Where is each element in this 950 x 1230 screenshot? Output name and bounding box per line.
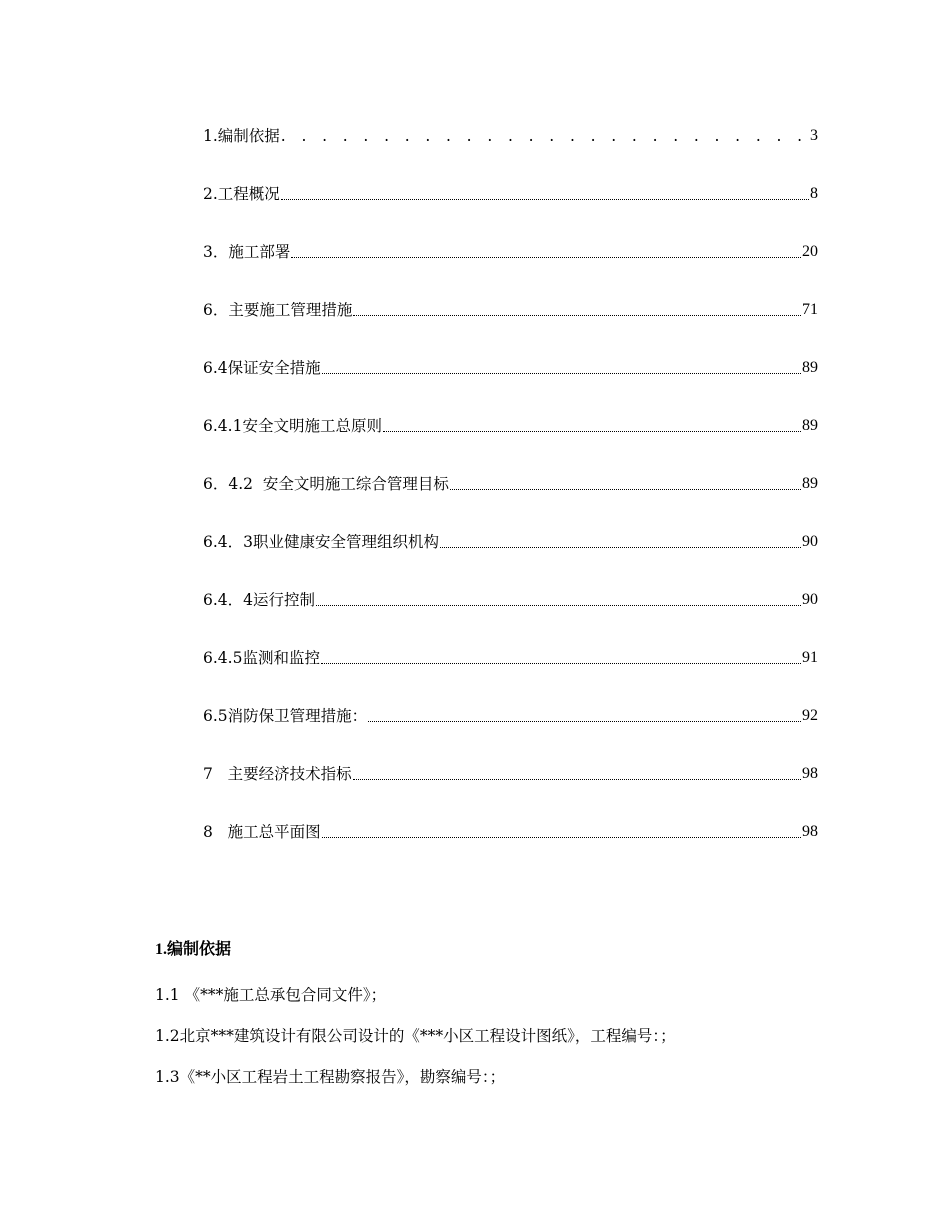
toc-leader-dots <box>368 721 801 722</box>
toc-entry-label: 6．主要施工管理措施 <box>203 301 353 319</box>
toc-leader-dots <box>281 199 809 200</box>
toc-entry-page: 90 <box>802 533 818 550</box>
toc-entry-label: 2.工程概况 <box>203 185 280 203</box>
toc-leader-dots <box>450 489 801 490</box>
toc-entry-page: 92 <box>802 707 818 724</box>
toc-entry[interactable] <box>203 205 818 263</box>
toc-entry[interactable] <box>203 321 818 379</box>
toc-entry-label: 6.4保证安全措施 <box>203 359 321 377</box>
toc-entry-label: 6.4.5监测和监控 <box>203 649 320 667</box>
toc-leader-dots <box>281 125 809 147</box>
toc-entry-page: 20 <box>802 243 818 260</box>
toc-leader-dots <box>316 605 801 606</box>
toc-entry-label: 8 施工总平面图 <box>203 823 321 841</box>
toc-entry[interactable] <box>203 611 818 669</box>
toc-entry[interactable] <box>203 379 818 437</box>
toc-leader-dots <box>322 837 801 838</box>
toc-entry-page: 71 <box>802 301 818 318</box>
section-list-item: 1.1 《***施工总承包合同文件》； <box>155 986 387 1004</box>
toc-entry-page: 91 <box>802 649 818 666</box>
toc-entry[interactable] <box>203 437 818 495</box>
toc-entry[interactable] <box>203 727 818 785</box>
toc-entry[interactable] <box>203 147 818 205</box>
section-list-item: 1.2北京***建筑设计有限公司设计的《***小区工程设计图纸》，工程编号：； <box>155 1027 676 1045</box>
toc-entry-label: 6.4．4运行控制 <box>203 591 316 609</box>
section-heading: 1.编制依据 <box>155 941 232 958</box>
toc-entry[interactable] <box>203 669 818 727</box>
toc-entry-label: 6.4．3职业健康安全管理组织机构 <box>203 533 440 551</box>
toc-entry-label: 3．施工部署 <box>203 243 291 261</box>
toc-entry-page: 89 <box>802 475 818 492</box>
toc-leader-dots <box>440 547 801 548</box>
table-of-contents <box>203 125 818 843</box>
toc-leader-dots <box>353 779 801 780</box>
toc-entry[interactable] <box>203 263 818 321</box>
toc-leader-dots <box>291 257 801 258</box>
toc-entry-page: 89 <box>802 359 818 376</box>
toc-entry-label: 6．4.2 安全文明施工综合管理目标 <box>203 475 449 493</box>
toc-entry-page: 89 <box>802 417 818 434</box>
toc-entry-page: 98 <box>802 765 818 782</box>
toc-entry[interactable] <box>203 495 818 553</box>
toc-leader-dots <box>383 431 801 432</box>
toc-entry-label: 7 主要经济技术指标 <box>203 765 352 783</box>
toc-entry-page: 3 <box>810 127 818 144</box>
toc-entry[interactable] <box>203 125 818 147</box>
toc-leader-dots <box>353 315 801 316</box>
compilation-basis-section <box>155 938 815 1107</box>
toc-entry-page: 8 <box>810 185 818 202</box>
toc-leader-dots <box>321 663 801 664</box>
toc-entry[interactable] <box>203 553 818 611</box>
toc-entry[interactable] <box>203 785 818 843</box>
toc-entry-label: 6.4.1安全文明施工总原则 <box>203 417 382 435</box>
toc-entry-label: 1.编制依据 <box>203 127 280 145</box>
toc-entry-page: 98 <box>802 823 818 840</box>
section-list-item: 1.3《**小区工程岩土工程勘察报告》，勘察编号：； <box>155 1068 506 1086</box>
toc-leader-dots <box>322 373 801 374</box>
toc-entry-label: 6.5消防保卫管理措施： <box>203 707 368 725</box>
toc-entry-page: 90 <box>802 591 818 608</box>
